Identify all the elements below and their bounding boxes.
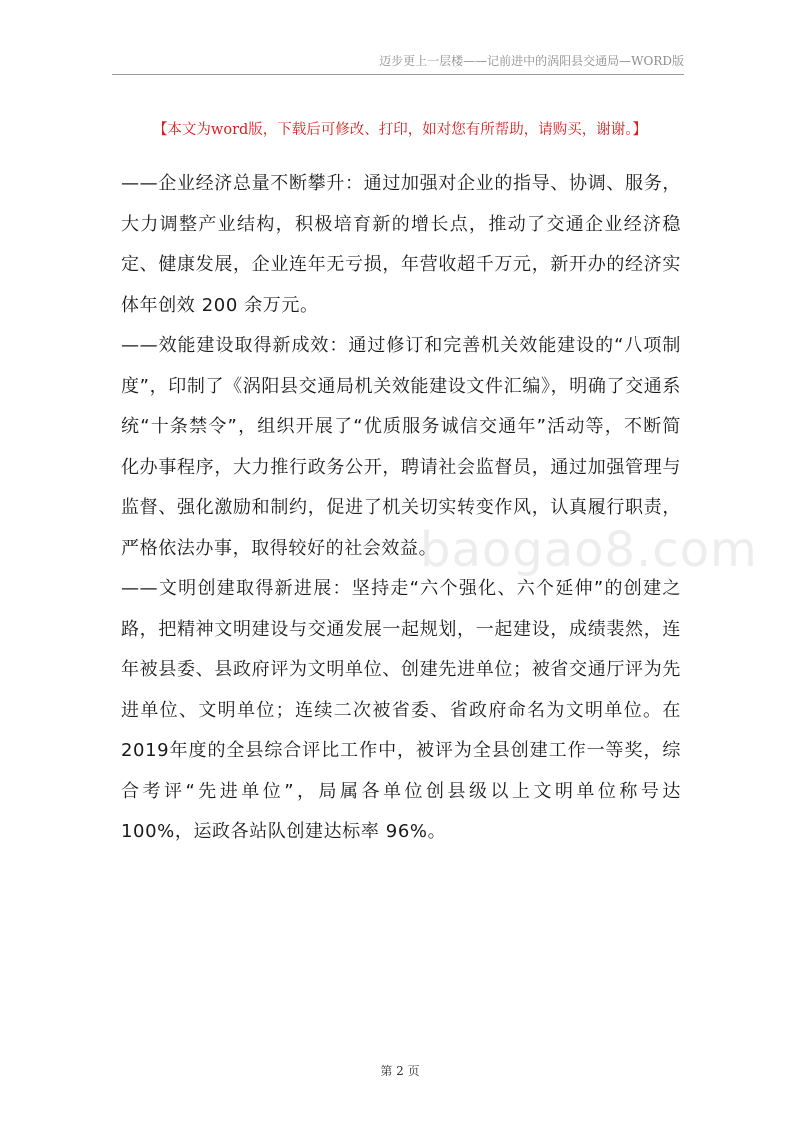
paragraph-efficiency-building: ——效能建设取得新成效：通过修订和完善机关效能建设的“八项制度”，印制了《涡阳县交通局机关效能建设文件汇编》，明确了交通系统“十条禁令”，组织开展了“优质服务诚信交通年”活动等，不断简化办事程序，大力推行政务公开，聘请社会监督员，通过加强管理与监督、强化激励和制约，促进了机关切实转变作风，认真履行职责，严格依法办事，取得较好的社会效益。 bbox=[121, 335, 681, 559]
paragraph-enterprise-economy: ——企业经济总量不断攀升：通过加强对企业的指导、协调、服务，大力调整产业结构，积极培育新的增长点，推动了交通企业经济稳定、健康发展，企业连年无亏损，年营收超千万元，新开办的经济实体年创效 200 余万元。 bbox=[121, 173, 681, 316]
watermark: baogao8.com bbox=[420, 522, 758, 578]
paragraph-civilization-building: ——文明创建取得新进展：坚持走“六个强化、六个延伸”的创建之路，把精神文明建设与交通发展一起规划，一起建设，成绩裴然，连年被县委、县政府评为文明单位、创建先进单位；被省交通厅评为先进单位、文明单位；连续二次被省委、省政府命名为文明单位。在 2019年度的全县综合评比工作中，被评为全县创建工作一等奖，综合考评“先进单位”，局属各单位创县级以上文明单位称号达 100%，运政各站队创建达标率 96%。 bbox=[121, 578, 681, 842]
document-body bbox=[121, 164, 681, 853]
page-number: 第 2 页 bbox=[380, 1064, 420, 1078]
page-header: 迈步更上一层楼——记前进中的涡阳县交通局—WORD版 bbox=[112, 52, 684, 75]
download-notice: 【本文为word版，下载后可修改、打印，如对您有所帮助，请购买，谢谢。】 bbox=[152, 122, 648, 138]
